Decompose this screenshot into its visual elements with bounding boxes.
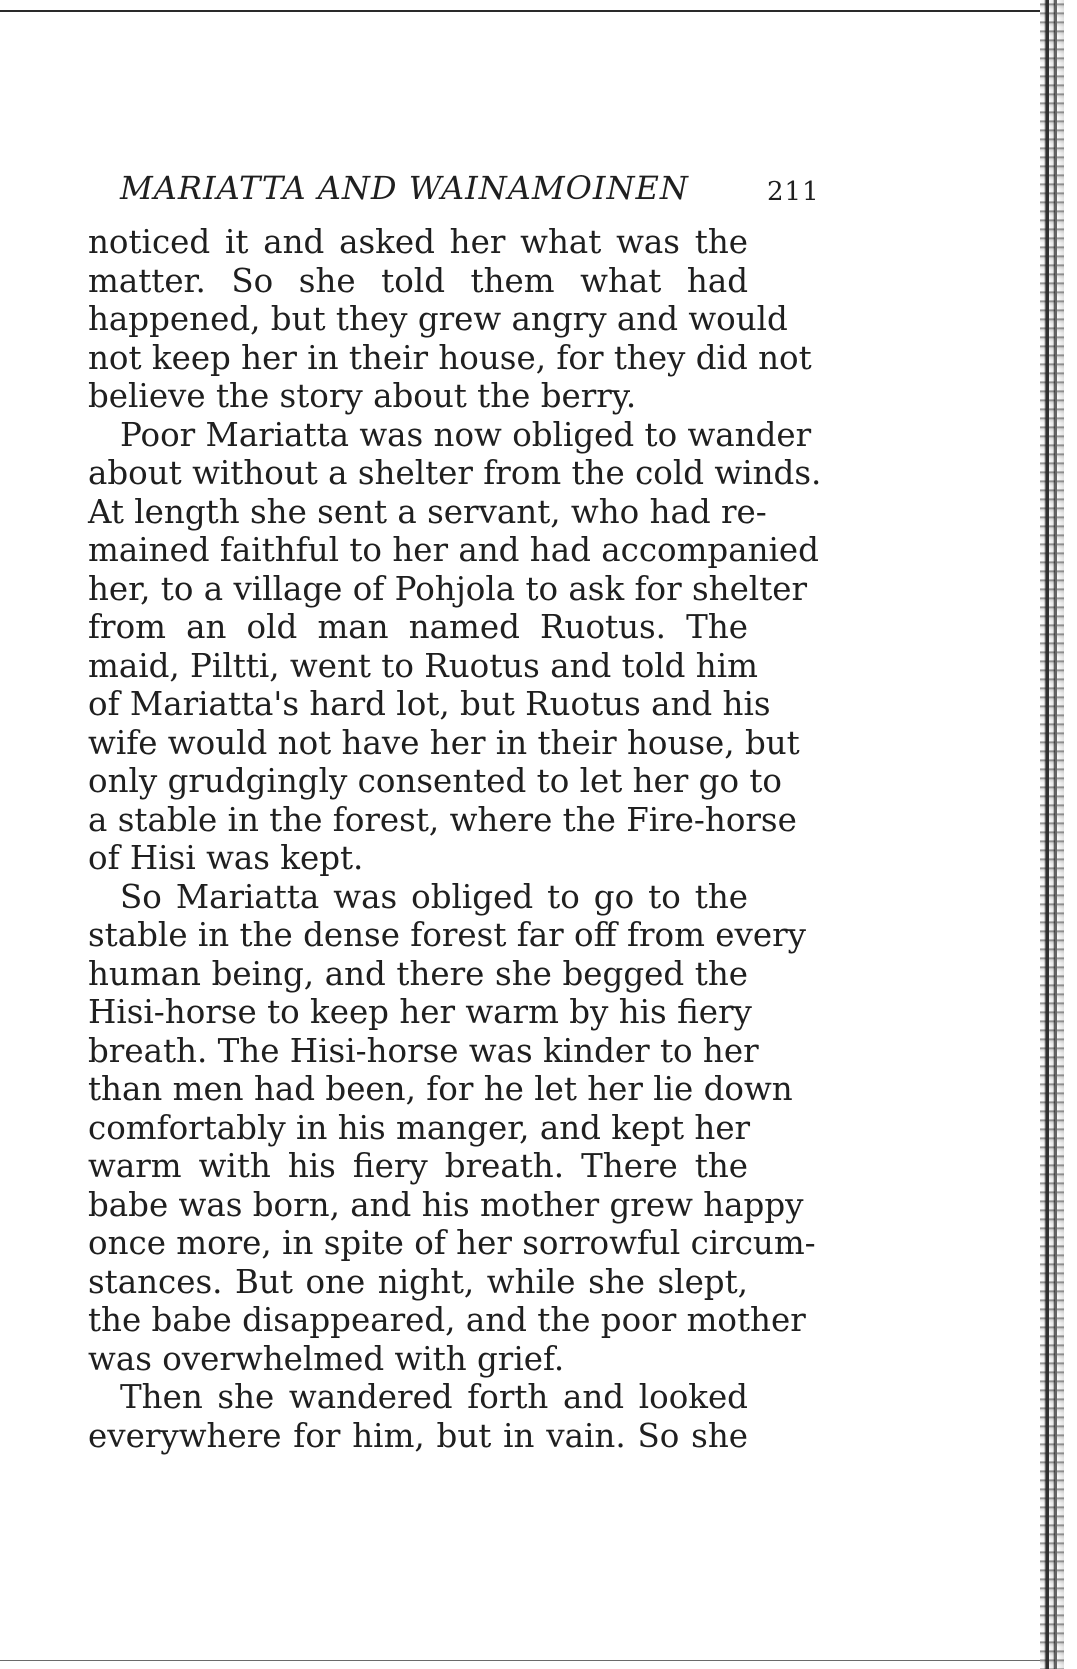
text-line: her, to a village of Pohjola to ask for shelter (88, 569, 808, 608)
text-line: comfortably in his manger, and kept her (88, 1108, 751, 1147)
text-line: was overwhelmed with grief. (88, 1339, 565, 1378)
text-line: the babe disappeared, and the poor mother (88, 1301, 806, 1339)
paragraph (88, 877, 816, 1379)
text-line: of Hisi was kept. (88, 839, 364, 877)
text-line: Poor Mariatta was now obliged to wander (120, 415, 812, 454)
text-line: human being, and there she begged the (88, 954, 748, 993)
text-line: happened, but they grew angry and would (88, 300, 788, 338)
text-line: noticed it and asked her what was the (88, 223, 748, 261)
book-binding-edge (1040, 0, 1064, 1669)
paragraph (88, 1378, 748, 1455)
text-line: wife would not have her in their house, but (88, 723, 800, 762)
page-number: 211 (767, 177, 820, 207)
top-page-edge (0, 10, 1040, 12)
text-line: about without a shelter from the cold winds. (88, 454, 822, 492)
text-line: Then she wandered forth and looked (120, 1378, 748, 1416)
paragraph (88, 415, 822, 878)
text-line: everywhere for him, but in vain. So she (88, 1416, 748, 1455)
text-line: mained faithful to her and had accompanied (88, 531, 819, 569)
text-line: only grudgingly consented to let her go to (88, 762, 782, 800)
text-line: breath. The Hisi-horse was kinder to her (88, 1031, 759, 1070)
text-line: not keep her in their house, for they did not (88, 338, 812, 377)
text-line: stable in the dense forest far off from every (88, 916, 806, 954)
text-line: once more, in spite of her sorrowful circum- (88, 1224, 816, 1262)
body-text (88, 223, 822, 1455)
text-line: warm with his fiery breath. There the (88, 1147, 748, 1185)
text-line: So Mariatta was obliged to go to the (120, 877, 748, 916)
text-line: At length she sent a servant, who had re- (88, 492, 767, 531)
text-line: maid, Piltti, went to Ruotus and told him (88, 646, 758, 685)
text-line: from an old man named Ruotus. The (88, 608, 748, 646)
text-line: than men had been, for he let her lie down (88, 1070, 793, 1108)
text-line: stances. But one night, while she slept, (88, 1262, 748, 1301)
text-line: believe the story about the berry. (88, 377, 637, 415)
running-title: MARIATTA AND WAINAMOINEN (120, 169, 689, 207)
text-line: a stable in the forest, where the Fire-horse (88, 800, 797, 839)
running-header (120, 168, 820, 208)
text-line: of Mariatta's hard lot, but Ruotus and his (88, 685, 771, 723)
text-line: matter. So she told them what had (88, 261, 748, 300)
text-line: Hisi-horse to keep her warm by his fiery (88, 993, 752, 1031)
paragraph (88, 223, 812, 416)
text-line: babe was born, and his mother grew happy (88, 1185, 804, 1224)
bottom-page-edge (0, 1660, 1040, 1661)
